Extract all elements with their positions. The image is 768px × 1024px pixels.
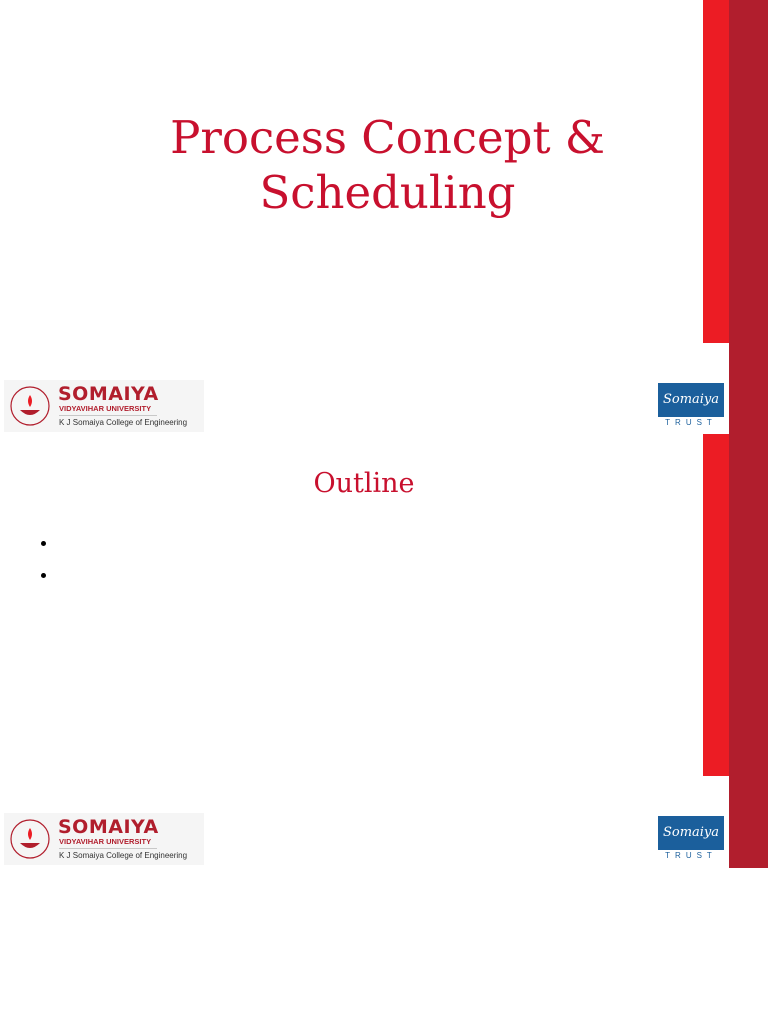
slide-outline [0,434,768,868]
trust-label: TRUST [665,851,717,860]
bullet-item [38,532,56,564]
lamp-emblem-icon [8,384,52,428]
trust-label: TRUST [665,418,717,427]
slide-title [0,0,768,434]
somaiya-trust-logo [658,383,724,429]
college-name: K J Somaiya College of Engineering [59,418,188,427]
bullet-dot-icon [41,541,46,546]
outline-bullet-list [38,532,56,596]
brand-name: SOMAIYA [58,816,159,838]
decorative-band-red [703,0,729,343]
bullet-dot-icon [41,573,46,578]
college-name: K J Somaiya College of Engineering [59,851,188,860]
somaiya-university-logo [4,813,204,865]
somaiya-trust-logo [658,816,724,862]
trust-name: Somaiya [658,816,724,850]
university-name: VIDYAVIHAR UNIVERSITY [59,837,157,849]
outline-heading: Outline [313,468,415,499]
logo-bar [0,380,728,432]
university-name: VIDYAVIHAR UNIVERSITY [59,404,157,416]
decorative-band-dark [729,434,768,868]
somaiya-university-logo [4,380,204,432]
lamp-emblem-icon [8,817,52,861]
decorative-band-dark [729,0,768,434]
trust-name: Somaiya [658,383,724,417]
slide-title-text: Process Concept & Scheduling [170,111,605,219]
logo-bar [0,813,728,865]
brand-name: SOMAIYA [58,383,159,405]
bullet-item [38,564,56,596]
